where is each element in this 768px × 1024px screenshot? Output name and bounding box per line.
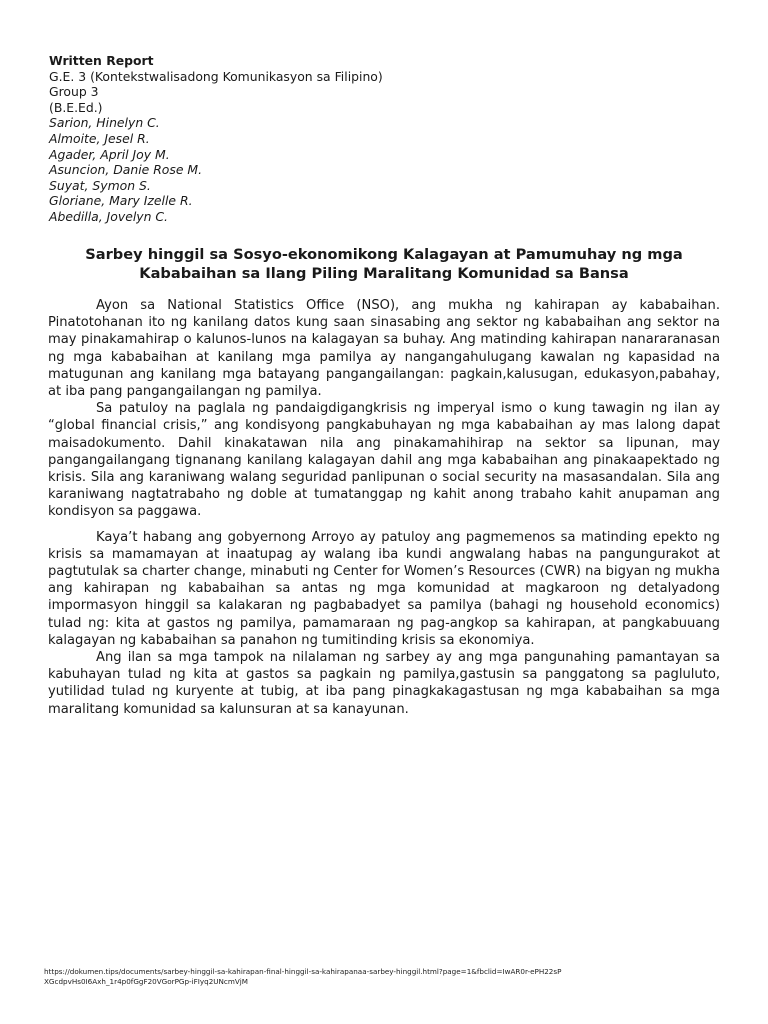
member-name: Almoite, Jesel R. [49,130,150,146]
member-name: Asuncion, Danie Rose M. [49,162,203,178]
report-header [49,53,383,225]
document-title [40,246,728,283]
member-name: Agader, April Joy M. [49,146,170,162]
report-body [48,297,720,718]
course-line: G.E. 3 (Kontekstwalisadong Komunikasyon sa Filipino) [49,68,383,84]
paragraph-4: Ang ilan sa mga tampok na nilalaman ng sarbey ay ang mga pangunahing pamantayan sa kabuhayan tulad ng kita at gastos sa pagkain ng pamilya,gastusin sa panggatong sa pagluluto, yutilidad tulad ng kuryente at tubig, at iba pang pinagkakagastusan ng mga kababaihan sa mga maralitang komunidad sa kalunsuran at sa kanayunan. [48,650,720,717]
report-title: Written Report [49,53,154,68]
paragraph-1: Ayon sa National Statistics Office (NSO), ang mukha ng kahirapan ay kababaihan. Pinatotohanan ito ng kanilang datos kung saan sinasabing ang sektor ng kababaihan ang sektor na may pinakamahirap o kalunos-lunos na kalagayan sa buhay. Ang matinding kahirapan nanararanasan ng mga kababaihan at kanilang mga pamilya ay nangangahulugang kawalan ng kapasidad na matugunan ang kanilang mga batayang pangangailangan: pagkain,kalusugan, edukasyon,pabahay, at iba pang pangangailangan ng pamilya. [48,298,720,400]
group-line: Group 3 [49,84,99,100]
member-name: Abedilla, Jovelyn C. [49,208,168,224]
source-url: https://dokumen.tips/documents/sarbey-hinggil-sa-kahirapan-final-hinggil-sa-kahirapanaa-sarbey-hinggil.html?page=1&fbclid=IwAR0r-ePH22sPXGcdpvHs0I6Axh_1r4p0fGgF20VGorPGp-iFIyq2UNcmVjM [44,967,562,986]
title-line-2: Kababaihan sa Ilang Piling Maralitang Komunidad sa Bansa [139,264,629,282]
program-line: (B.E.Ed.) [49,99,103,115]
title-line-1: Sarbey hinggil sa Sosyo-ekonomikong Kalagayan at Pamumuhay ng mga [85,246,683,263]
member-name: Sarion, Hinelyn C. [49,115,160,131]
paragraph-3: Kaya’t habang ang gobyernong Arroyo ay patuloy ang pagmemenos sa matinding epekto ng krisis sa mamamayan at inaatupag ay walang iba kundi angwalang habas na pangungurakot at pagtutulak sa charter change, minabuti ng Center for Women’s Resources (CWR) na bigyan ng mukha ang kahirapan ng kababaihan sa antas ng mga komunidad at magkaroon ng detalyadong impormasyon hinggil sa kalakaran ng pagbabadyet sa pamilya (bahagi ng household economics) tulad ng: kita at gastos ng pamilya, pamamaraan ng pag-angkop sa kahirapan, at pangkabuuang kalagayan ng kababaihan sa panahon ng tumitinding krisis sa ekonomiya. [48,529,720,648]
paragraph-2: Sa patuloy na paglala ng pandaigdigangkrisis ng imperyal ismo o kung tawagin ng ilan ay “global financial crisis,” ang kondisyong pangkabuhayan ng mga kababaihan ay mas lalong dapat maisadokumento. Dahil kinakatawan nila ang pinakamahihirap na sektor sa lipunan, may pangangailangang tignanang kanilang kalagayan dahil ang mga kababaihan ang pinakaapektado ng krisis. Sila ang karaniwang walang seguridad panlipunan o social security na masasandalan. Sila ang karaniwang nagtatrabaho ng doble at tumatanggap ng kahit anong trabaho kahit anupaman ang kondisyon sa paggawa. [48,401,720,520]
member-name: Suyat, Symon S. [49,177,151,193]
member-name: Gloriane, Mary Izelle R. [49,193,193,209]
